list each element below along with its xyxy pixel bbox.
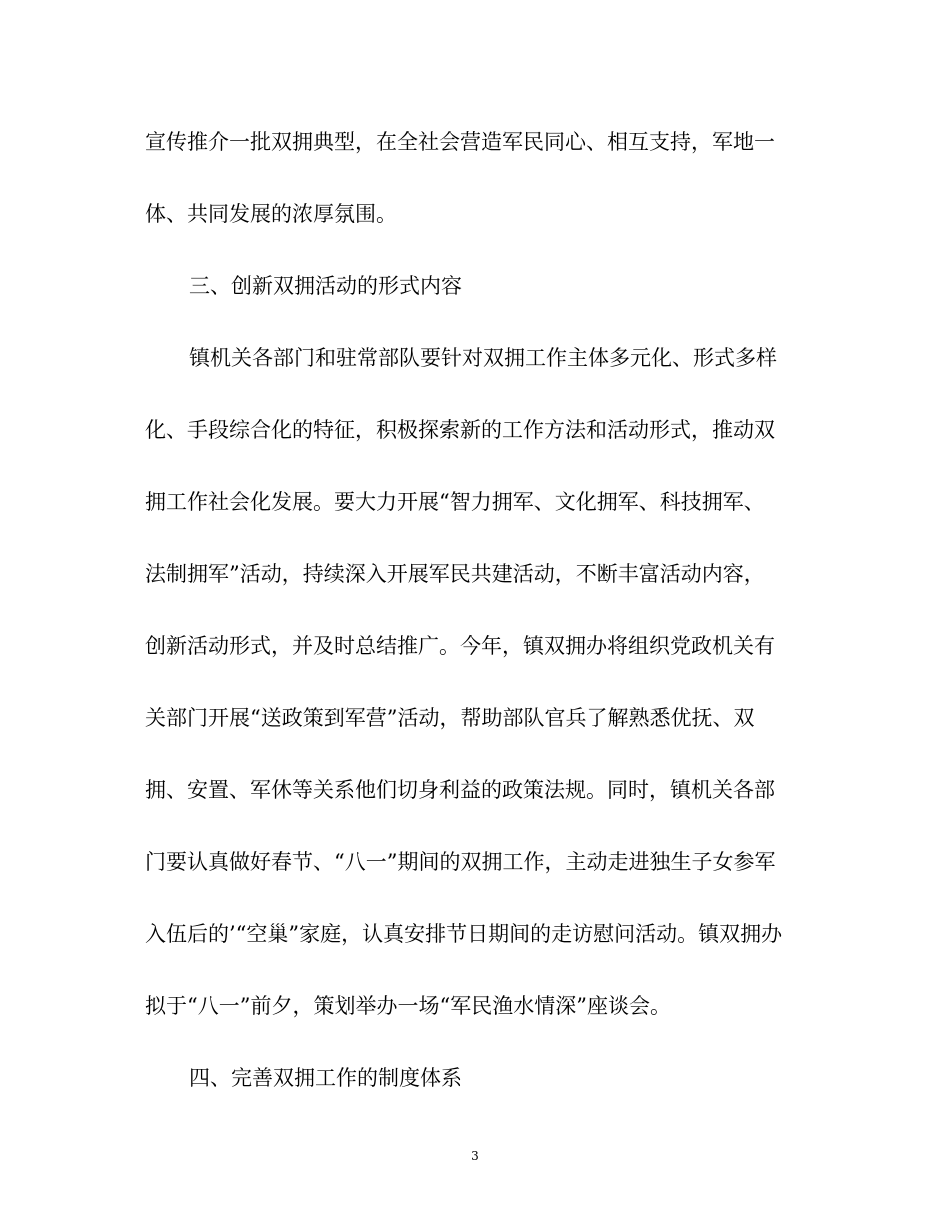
section-heading-3: 三、创新双拥活动的形式内容 (189, 274, 462, 298)
paragraph-line: 关部门开展“送政策到军营”活动，帮助部队官兵了解熟悉优抚、双 (145, 706, 755, 730)
paragraph-line: 宣传推介一批双拥典型，在全社会营造军民同心、相互支持，军地一 (145, 130, 775, 154)
paragraph-line: 镇机关各部门和驻常部队要针对双拥工作主体多元化、形式多样 (189, 346, 777, 370)
paragraph-line: 法制拥军”活动，持续深入开展军民共建活动，不断丰富活动内容， (145, 562, 765, 586)
paragraph-line: 入伍后的’“空巢”家庭，认真安排节日期间的走访慰问活动。镇双拥办 (145, 922, 783, 946)
paragraph-line: 创新活动形式，并及时总结推广。今年，镇双拥办将组织党政机关有 (145, 634, 775, 658)
paragraph-line: 门要认真做好春节、“八一”期间的双拥工作，主动走进独生子女参军 (145, 850, 776, 874)
paragraph-line: 拥、安置、军休等关系他们切身利益的政策法规。同时，镇机关各部 (145, 778, 775, 802)
paragraph-line: 体、共同发展的浓厚氛围。 (145, 202, 397, 226)
section-heading-4: 四、完善双拥工作的制度体系 (189, 1066, 462, 1090)
paragraph-line: 拥工作社会化发展。要大力开展“智力拥军、文化拥军、科技拥军、 (145, 490, 765, 514)
page-number: 3 (471, 1149, 479, 1163)
paragraph-line: 拟于“八一”前夕，策划举办一场“军民渔水情深”座谈会。 (145, 994, 671, 1018)
paragraph-line: 化、手段综合化的特征，积极探索新的工作方法和活动形式，推动双 (145, 418, 775, 442)
